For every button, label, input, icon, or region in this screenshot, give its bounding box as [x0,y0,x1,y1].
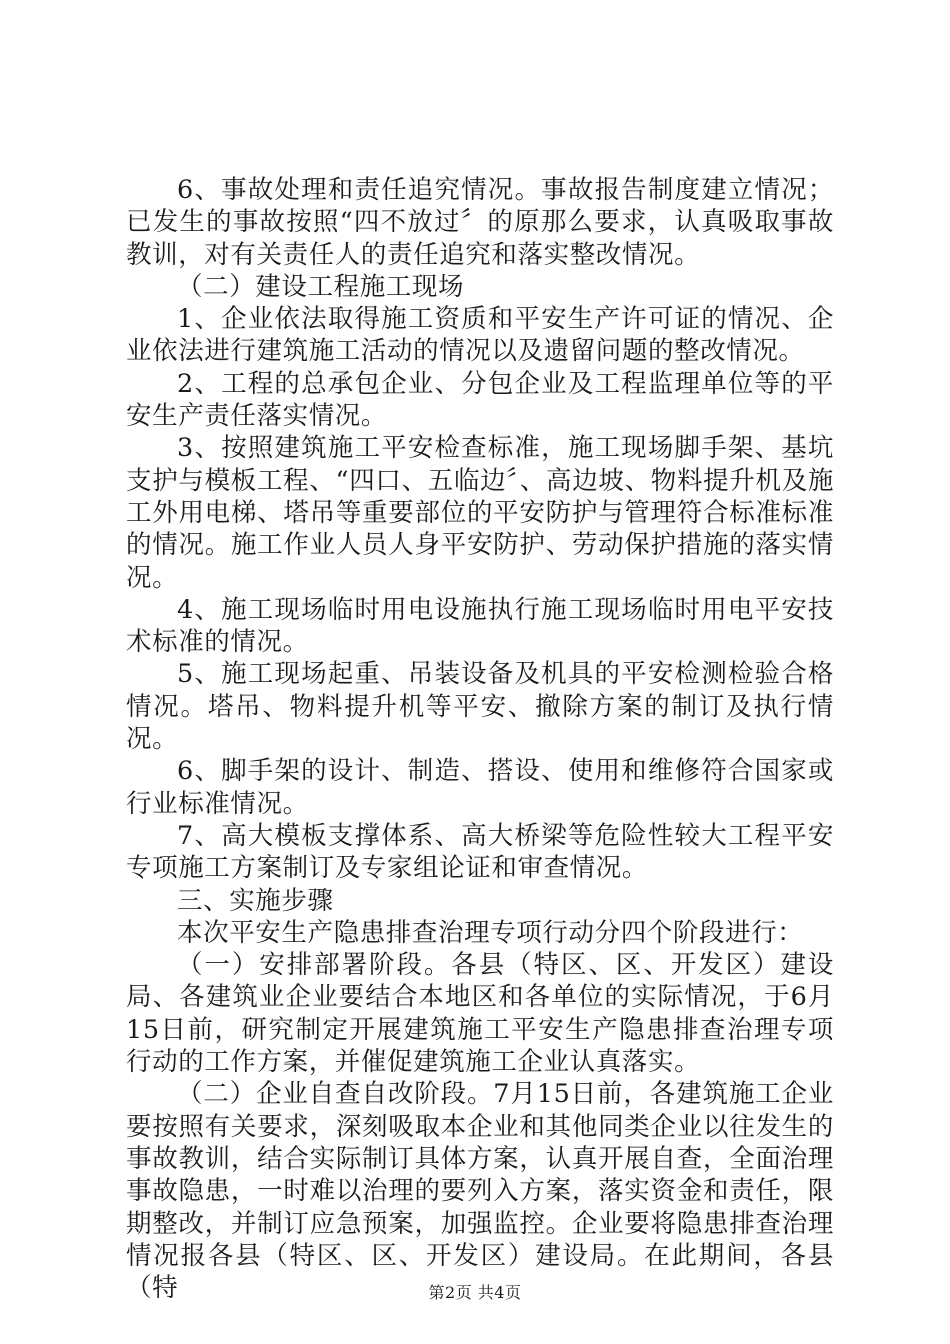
paragraph-stage-2: （二）企业自查自改阶段。7月15日前，各建筑施工企业要按照有关要求，深刻吸取本企业和其他同类企业以往发生的事故教训，结合实际制订具体方案，认真开展自查，全面治理事故隐患，一时难以治理的要列入方案，落实资金和责任，限期整改，并制订应急预案，加强监控。企业要将隐患排查治理情况报各县（特区、区、开发区）建设局。在此期间，各县（特 [126,1079,834,1304]
paragraph-item-4: 4、施工现场临时用电设施执行施工现场临时用电平安技术标准的情况。 [126,594,834,658]
page-footer [0,1283,950,1303]
paragraph-accident-handling: 6、事故处理和责任追究情况。事故报告制度建立情况；已发生的事故按照“四不放过〞的原那么要求，认真吸取事故教训，对有关责任人的责任追究和落实整改情况。 [126,175,834,270]
paragraph-four-stages: 本次平安生产隐患排查治理专项行动分四个阶段进行： [177,917,804,948]
paragraph-item-6: 6、脚手架的设计、制造、搭设、使用和维修符合国家或行业标准情况。 [126,756,834,819]
paragraph-item-2: 2、工程的总承包企业、分包企业及工程监理单位等的平安生产责任落实情况。 [126,368,834,432]
section-heading-implementation-steps: 三、实施步骤 [177,885,334,916]
page-number-label: 第2页 共4页 [428,1283,522,1302]
document-body [126,174,834,1304]
paragraph-item-5: 5、施工现场起重、吊装设备及机具的平安检测检验合格情况。塔吊、物料提升机等平安、撤除方案的制订及执行情况。 [126,659,834,755]
paragraph-stage-1: （一）安排部署阶段。各县（特区、区、开发区）建设局、各建筑业企业要结合本地区和各单位的实际情况，于6月15日前，研究制定开展建筑施工平安生产隐患排查治理专项行动的工作方案，并催促建筑施工企业认真落实。 [126,950,834,1078]
paragraph-item-1: 1、企业依法取得施工资质和平安生产许可证的情况、企业依法进行建筑施工活动的情况以及遗留问题的整改情况。 [126,304,834,367]
paragraph-item-3: 3、按照建筑施工平安检查标准，施工现场脚手架、基坑支护与模板工程、“四口、五临边〞、高边坡、物料提升机及施工外用电梯、塔吊等重要部位的平安防护与管理符合标准标准的情况。施工作业人员人身平安防护、劳动保护措施的落实情况。 [126,433,834,593]
paragraph-item-7: 7、高大模板支撑体系、高大桥梁等危险性较大工程平安专项施工方案制订及专家组论证和审查情况。 [126,820,834,884]
section-heading-construction-site: （二）建设工程施工现场 [177,271,465,302]
